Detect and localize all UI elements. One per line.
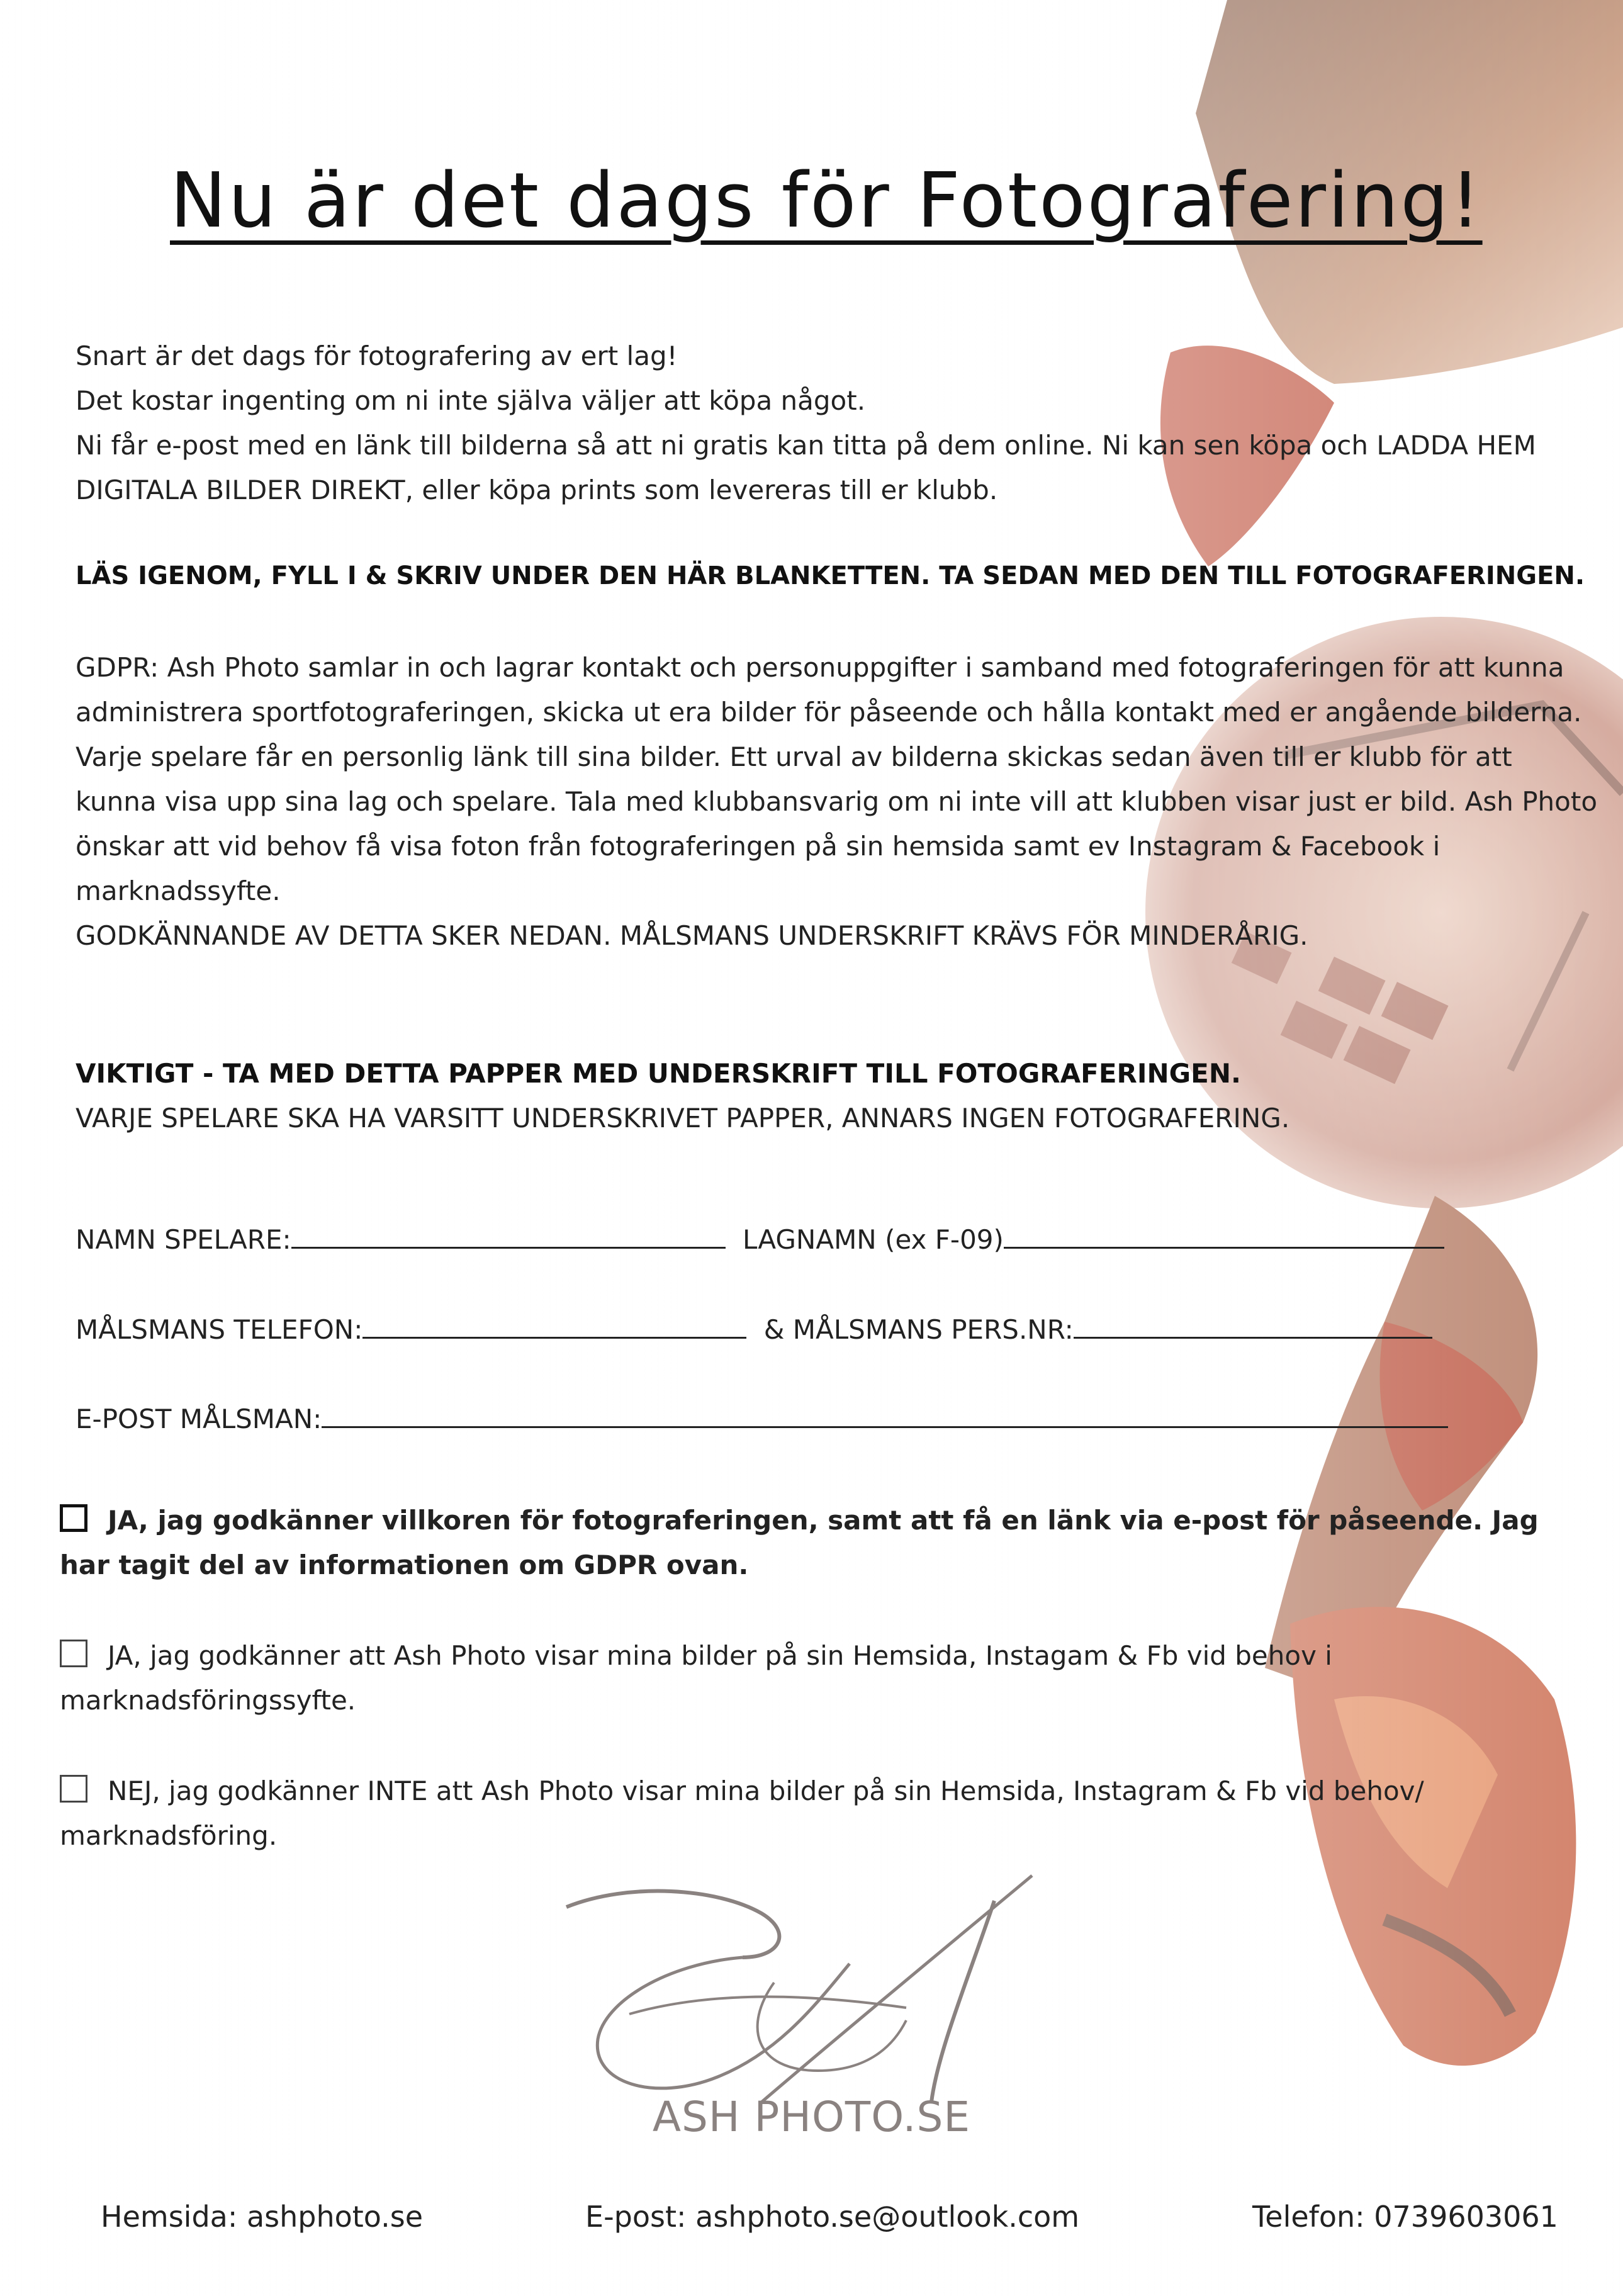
important-heading: VIKTIGT - TA MED DETTA PAPPER MED UNDERSKRIFT TILL FOTOGRAFERINGEN. [76, 1058, 1241, 1089]
guardian-pnr-label: & MÅLSMANS PERS.NR: [763, 1314, 1074, 1345]
instruction-text: LÄS IGENOM, FYLL I & SKRIV UNDER DEN HÄR BLANKETTEN. TA SEDAN MED DEN TILL FOTOGRAFERINGEN. [76, 561, 1585, 590]
consent-marketing-yes-checkbox[interactable] [60, 1640, 87, 1667]
instruction-heading [76, 554, 1598, 599]
page-title: Nu är det dags för Fotografering! [170, 157, 1483, 245]
consent-marketing-yes-text: JA, jag godkänner att Ash Photo visar mina bilder på sin Hemsida, Instagam & Fb vid behov i marknadsföringssyfte. [60, 1640, 1332, 1716]
consent-marketing-no-text: NEJ, jag godkänner INTE att Ash Photo visar mina bilder på sin Hemsida, Instagram & Fb vid behov/ marknadsföring. [60, 1775, 1424, 1851]
player-name-line[interactable] [291, 1241, 726, 1249]
gdpr-paragraph-2: Varje spelare får en personlig länk till sina bilder. Ett urval av bilderna skickas sedan även till er klubb för att kunna visa upp sina lag och spelare. Tala med klubbansvarig om ni inte vill att klubben visar just er bild. Ash Photo önskar att vid behov få visa foton från fotograferingen på sin hemsida samt ev Instagram & Facebook i marknadssyfte. [76, 741, 1598, 906]
team-name-line[interactable] [1004, 1241, 1444, 1249]
consent-marketing-no-checkbox[interactable] [60, 1775, 87, 1803]
gdpr-paragraph-3: GODKÄNNANDE AV DETTA SKER NEDAN. MÅLSMANS UNDERSKRIFT KRÄVS FÖR MINDERÅRIG. [76, 920, 1308, 951]
guardian-email-field-row [76, 1404, 1448, 1434]
intro-line-2: Det kostar ingenting om ni inte själva väljer att köpa något. [76, 385, 866, 416]
guardian-phone-label: MÅLSMANS TELEFON: [76, 1314, 363, 1345]
team-name-label: LAGNAMN (ex F-09) [743, 1224, 1004, 1255]
footer-email[interactable]: E-post: ashphoto.se@outlook.com [585, 2200, 1080, 2234]
intro-line-3: Ni får e-post med en länk till bilderna så att ni gratis kan titta på dem online. Ni kan sen köpa och LADDA HEM DIGITALA BILDER DIREKT, eller köpa prints som levereras till er klubb. [76, 430, 1536, 505]
guardian-email-label: E-POST MÅLSMAN: [76, 1404, 322, 1434]
gdpr-section [76, 645, 1598, 958]
guardian-email-line[interactable] [322, 1420, 1448, 1428]
gdpr-paragraph-1: GDPR: Ash Photo samlar in och lagrar kontakt och personuppgifter i samband med fotograferingen för att kunna administrera sportfotograferingen, skicka ut era bilder för påseende och hålla kontakt med er angående bilderna. [76, 652, 1582, 728]
logo-text: ASH PHOTO.SE [652, 2093, 971, 2141]
player-name-field-row [76, 1224, 1444, 1255]
important-text: VARJE SPELARE SKA HA VARSITT UNDERSKRIVET PAPPER, ANNARS INGEN FOTOGRAFERING. [76, 1103, 1290, 1134]
consent-marketing-yes [60, 1633, 1583, 1723]
ash-photo-logo-icon [554, 1863, 1070, 2127]
consent-gdpr-text: JA, jag godkänner villkoren för fotograferingen, samt att få en länk via e-post för påseende. Jag har tagit del av informationen om GDPR ovan. [60, 1505, 1539, 1580]
consent-gdpr-checkbox[interactable] [60, 1504, 87, 1532]
intro-line-1: Snart är det dags för fotografering av ert lag! [76, 340, 678, 371]
guardian-pnr-line[interactable] [1074, 1331, 1432, 1339]
footer-phone[interactable]: Telefon: 0739603061 [1252, 2200, 1558, 2234]
intro-section [76, 334, 1598, 512]
footer-website[interactable]: Hemsida: ashphoto.se [101, 2200, 424, 2234]
important-section [76, 1051, 1598, 1140]
player-name-label: NAMN SPELARE: [76, 1224, 291, 1255]
consent-gdpr [60, 1498, 1583, 1587]
consent-marketing-no [60, 1769, 1583, 1858]
guardian-phone-line[interactable] [362, 1331, 746, 1339]
guardian-phone-field-row [76, 1314, 1432, 1345]
